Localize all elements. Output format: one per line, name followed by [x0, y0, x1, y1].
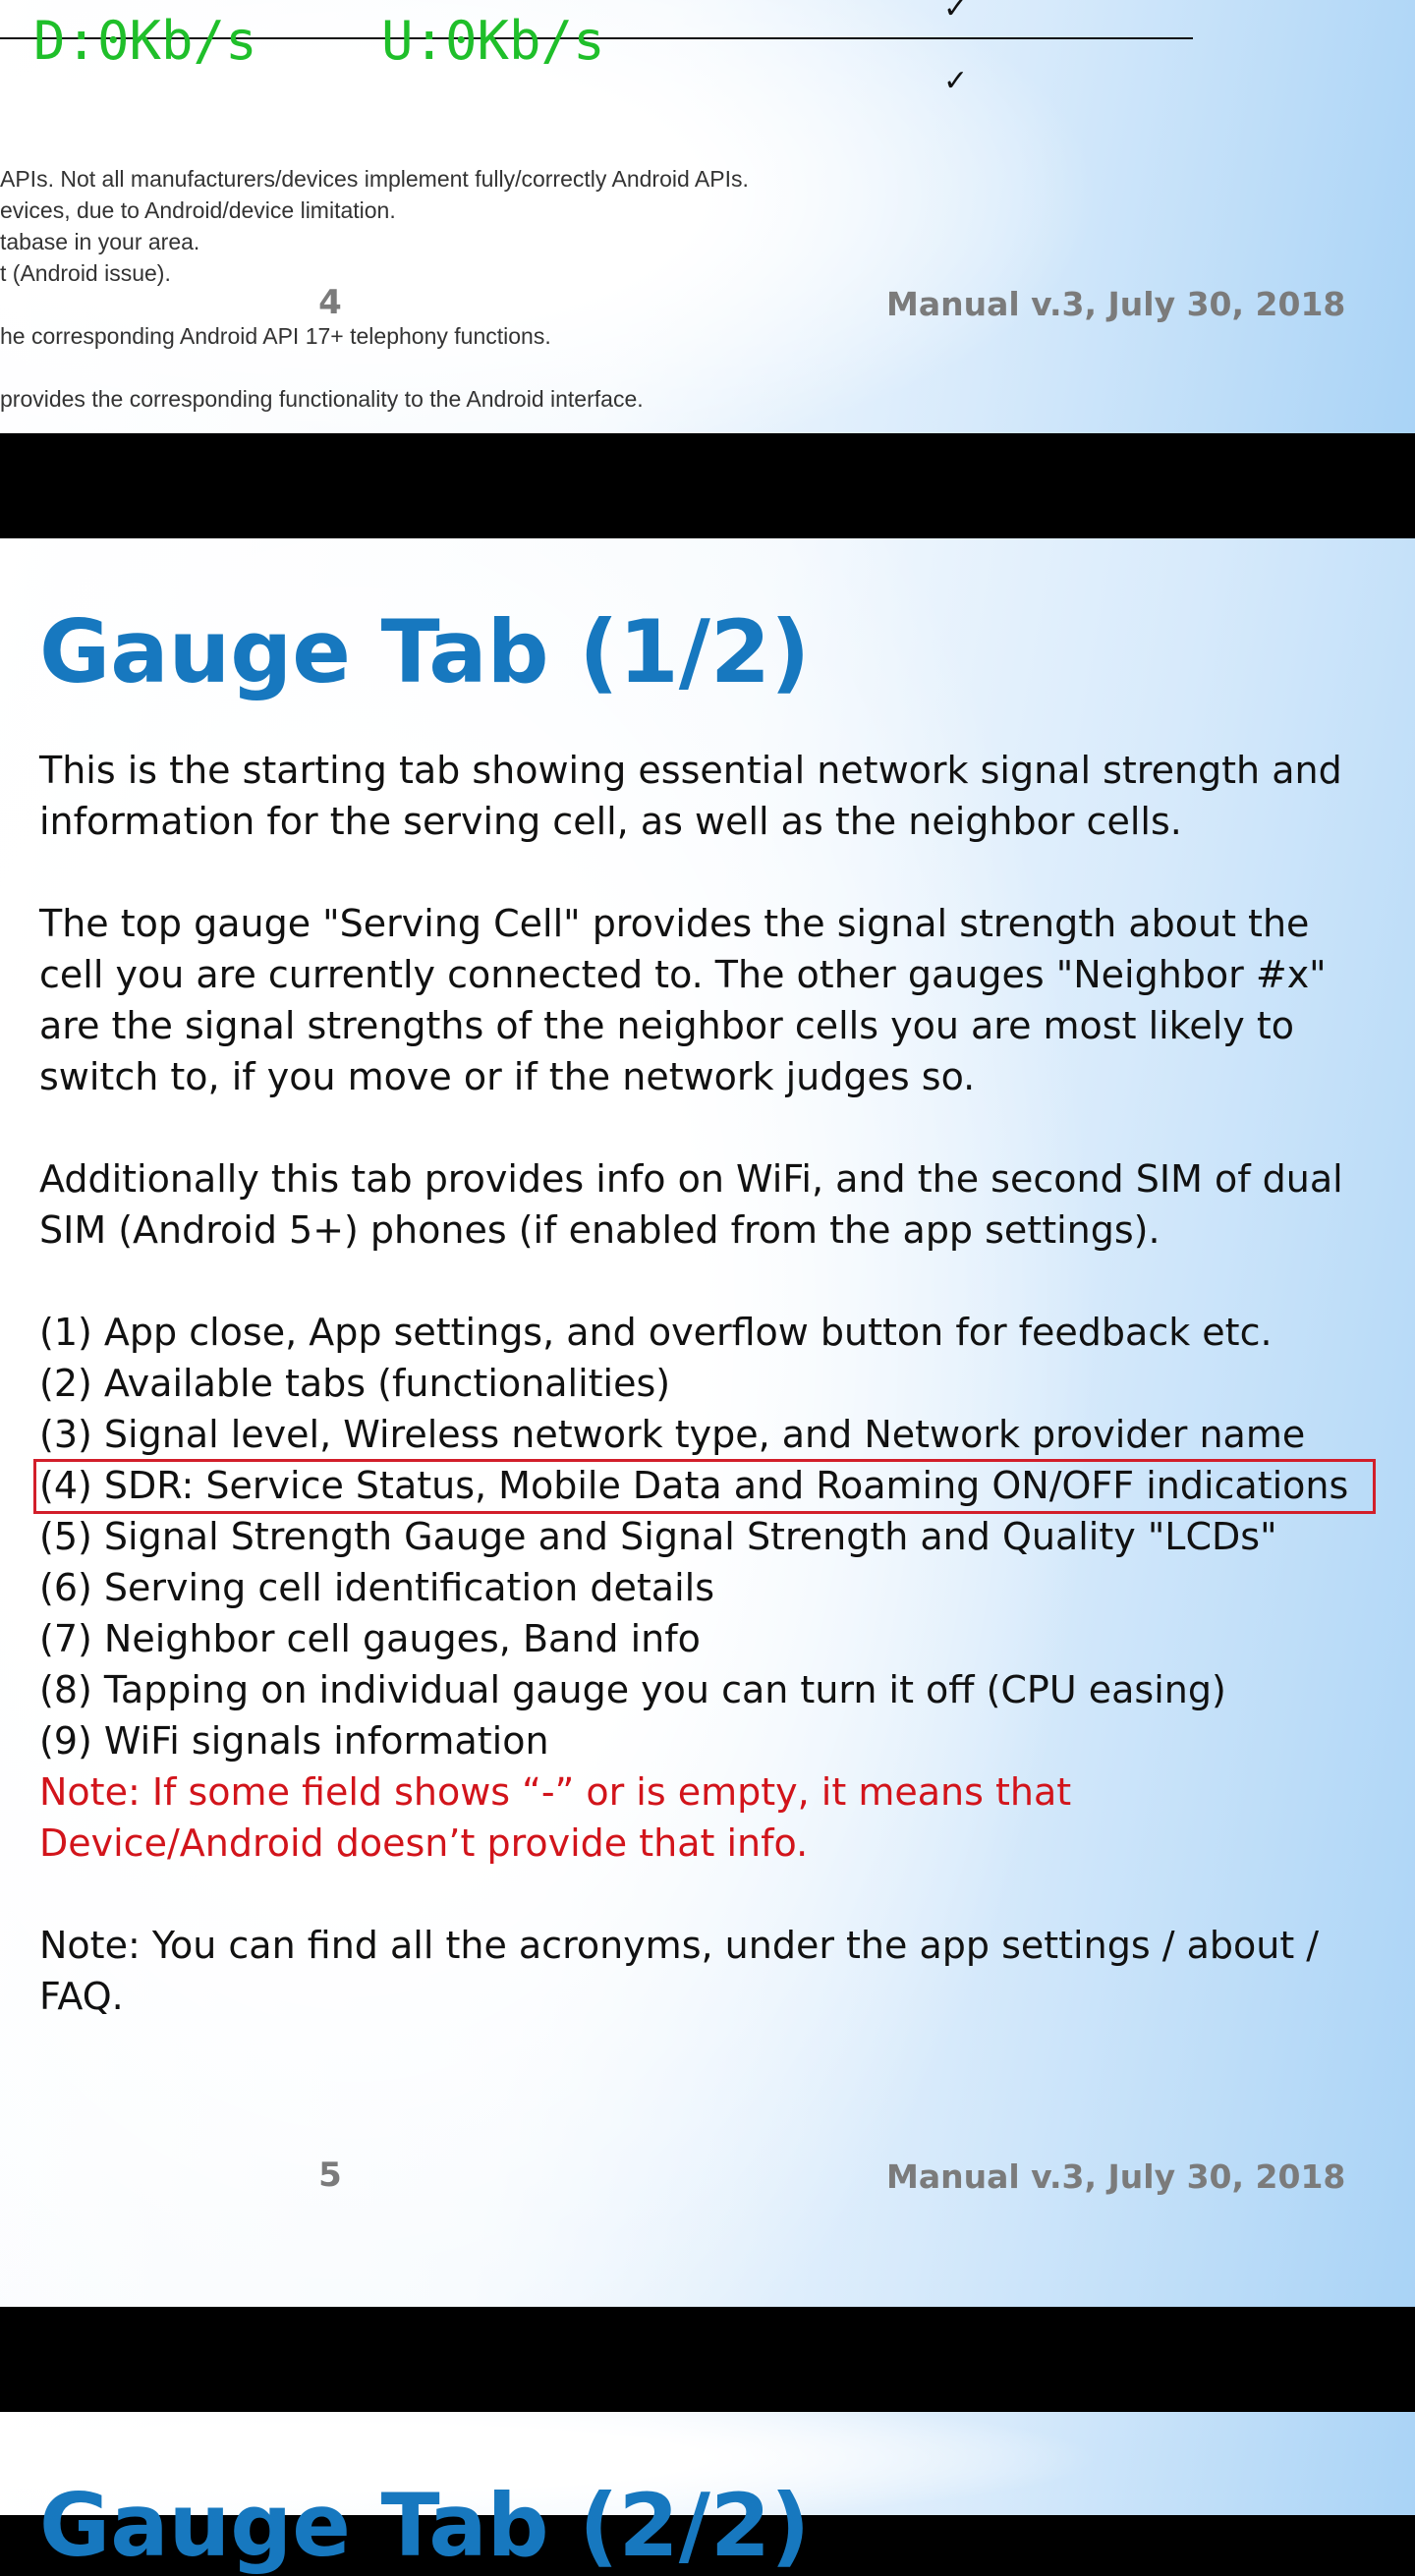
page-number: 5 [318, 2156, 342, 2195]
list-item: (8) Tapping on individual gauge you can turn it off (CPU easing) [39, 1668, 1226, 1711]
checkmark-icon: ✓ [943, 0, 969, 26]
text-line: switch to, if you move or if the network judges so. [39, 1055, 976, 1098]
list-item-highlighted: (4) SDR: Service Status, Mobile Data and Roaming ON/OFF indications [39, 1464, 1349, 1507]
text-line: Additionally this tab provides info on WiFi, and the second SIM of dual [39, 1157, 1343, 1201]
slide-6 [0, 2412, 1415, 2576]
note-red [39, 1766, 1395, 1869]
note-line: tabase in your area. [0, 229, 200, 254]
note-line: APIs. Not all manufacturers/devices implement fully/correctly Android APIs. [0, 166, 749, 192]
note-line: he corresponding Android API 17+ telephony functions. [0, 323, 551, 349]
text-line: FAQ. [39, 1975, 124, 2018]
page-title: Gauge Tab (1/2) [39, 601, 811, 702]
text-line: The top gauge "Serving Cell" provides the signal strength about the [39, 902, 1310, 945]
text-line: Note: If some field shows “-” or is empty, it means that [39, 1770, 1072, 1814]
text-line: information for the serving cell, as well as the neighbor cells. [39, 800, 1182, 843]
list-item: (5) Signal Strength Gauge and Signal Strength and Quality "LCDs" [39, 1515, 1277, 1558]
footer-version: Manual v.3, July 30, 2018 [886, 285, 1346, 323]
text-line: Device/Android doesn’t provide that info. [39, 1821, 809, 1865]
checkmark-icon: ✓ [943, 64, 969, 98]
paragraph-wifi-sim [39, 1153, 1395, 1256]
page-number: 4 [318, 283, 342, 322]
upload-speed: U:0Kb/s [381, 10, 605, 72]
note-line: provides the corresponding functionality to the Android interface. [0, 386, 644, 412]
footer-version: Manual v.3, July 30, 2018 [886, 2157, 1346, 2196]
text-line: cell you are currently connected to. The other gauges "Neighbor #x" [39, 953, 1327, 996]
highlight-box [33, 1459, 1376, 1514]
page-title: Gauge Tab (2/2) [39, 2475, 811, 2576]
list-item: (9) WiFi signals information [39, 1719, 549, 1763]
note-line: evices, due to Android/device limitation. [0, 197, 396, 223]
paragraph-intro [39, 745, 1395, 847]
list-item: (1) App close, App settings, and overflow button for feedback etc. [39, 1311, 1273, 1354]
list-item: (7) Neighbor cell gauges, Band info [39, 1617, 701, 1660]
text-line: This is the starting tab showing essential network signal strength and [39, 749, 1342, 792]
feature-list [39, 1307, 1348, 1766]
list-item: (3) Signal level, Wireless network type, and Network provider name [39, 1413, 1306, 1456]
text-line: Note: You can find all the acronyms, under the app settings / about / [39, 1924, 1320, 1967]
paragraph-serving-cell [39, 898, 1395, 1102]
download-speed: D:0Kb/s [33, 10, 257, 72]
list-item: (2) Available tabs (functionalities) [39, 1362, 671, 1405]
slide-5 [0, 538, 1415, 2307]
list-item: (6) Serving cell identification details [39, 1566, 715, 1609]
note-line: t (Android issue). [0, 260, 171, 286]
slide-4 [0, 0, 1415, 433]
note-acronyms [39, 1920, 1395, 2022]
text-line: SIM (Android 5+) phones (if enabled from the app settings). [39, 1208, 1160, 1252]
text-line: are the signal strengths of the neighbor cells you are most likely to [39, 1004, 1294, 1047]
